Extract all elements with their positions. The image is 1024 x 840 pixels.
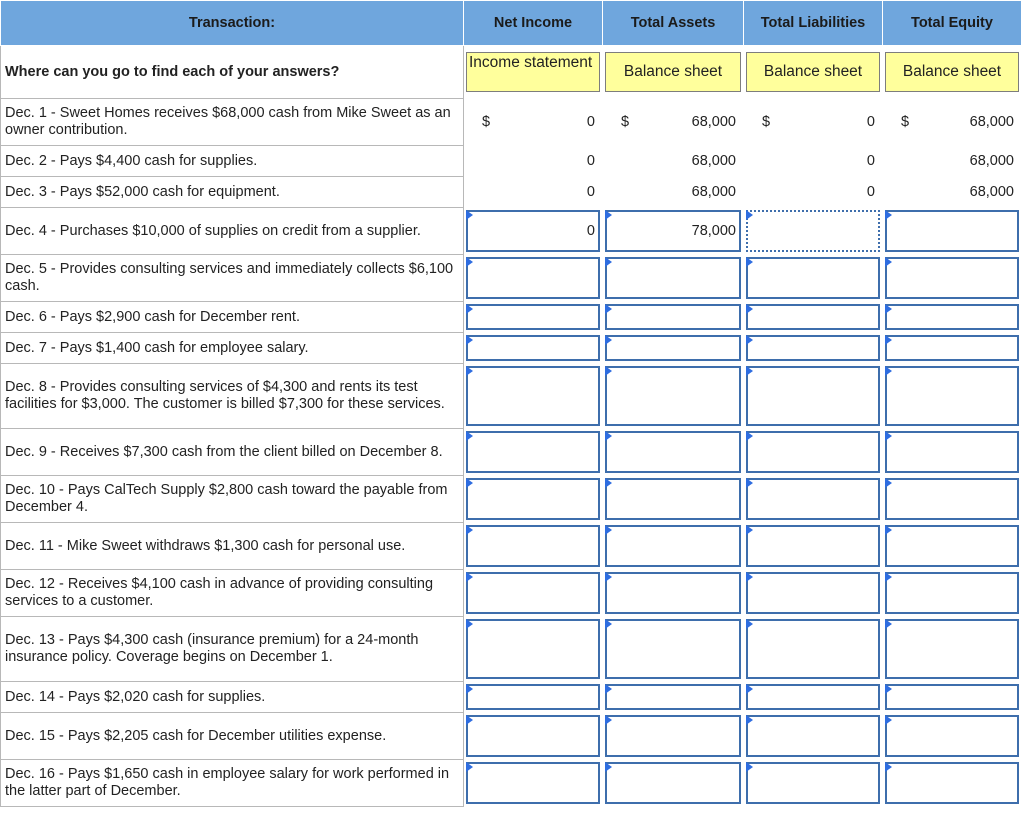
total-equity-input[interactable] [885, 335, 1019, 361]
total-equity-input [885, 179, 1019, 205]
currency-symbol: $ [621, 114, 630, 130]
total-assets-input[interactable] [605, 210, 741, 252]
transaction-label: Dec. 16 - Pays $1,650 cash in employee salary for work performed in the latter part of December. [1, 760, 464, 807]
total-liabilities-input[interactable] [746, 257, 880, 299]
total-assets-input [605, 148, 741, 174]
total-liabilities-input[interactable] [746, 572, 880, 614]
net-income-input[interactable] [466, 257, 600, 299]
total-equity-input[interactable] [885, 304, 1019, 330]
total-liabilities-value: 0 [866, 184, 875, 200]
total-assets-input[interactable] [605, 619, 741, 679]
total-equity-input[interactable] [885, 431, 1019, 473]
net-income-input[interactable] [466, 335, 600, 361]
total-liabilities-input[interactable] [746, 684, 880, 710]
header-total-liabilities: Total Liabilities [744, 1, 883, 46]
total-liabilities-input[interactable] [746, 619, 880, 679]
total-assets-value: 68,000 [691, 114, 736, 130]
total-equity-input[interactable] [885, 525, 1019, 567]
total-equity-value: 68,000 [969, 184, 1014, 200]
total-assets-input[interactable] [605, 257, 741, 299]
header-total-assets: Total Assets [603, 1, 744, 46]
net-income-value: 0 [586, 184, 595, 200]
net-income-input[interactable] [466, 431, 600, 473]
total-liabilities-input[interactable] [746, 525, 880, 567]
net-income-input [466, 148, 600, 174]
net-income-input[interactable] [466, 366, 600, 426]
table-row [1, 364, 1022, 429]
total-assets-value: 68,000 [691, 153, 736, 169]
net-income-input[interactable] [466, 304, 600, 330]
transaction-label: Dec. 10 - Pays CalTech Supply $2,800 cash toward the payable from December 4. [1, 476, 464, 523]
total-equity-input[interactable] [885, 210, 1019, 252]
net-income-input[interactable] [466, 715, 600, 757]
transaction-label: Dec. 4 - Purchases $10,000 of supplies on credit from a supplier. [1, 208, 464, 255]
total-equity-value: 68,000 [969, 153, 1014, 169]
transaction-label: Dec. 3 - Pays $52,000 cash for equipment. [1, 177, 464, 208]
total-assets-value: 68,000 [691, 184, 736, 200]
table-row [1, 429, 1022, 476]
header-transaction: Transaction: [1, 1, 464, 46]
total-liabilities-input [746, 179, 880, 205]
total-assets-input [605, 101, 741, 143]
header-net-income: Net Income [464, 1, 603, 46]
total-assets-input[interactable] [605, 525, 741, 567]
table-row [1, 713, 1022, 760]
total-liabilities-input[interactable] [746, 335, 880, 361]
total-assets-input[interactable] [605, 335, 741, 361]
currency-symbol: $ [762, 114, 771, 130]
total-assets-input[interactable] [605, 762, 741, 804]
transaction-label: Dec. 5 - Provides consulting services and immediately collects $6,100 cash. [1, 255, 464, 302]
total-equity-input[interactable] [885, 619, 1019, 679]
total-equity-input[interactable] [885, 572, 1019, 614]
table-row [1, 177, 1022, 208]
total-liabilities-input[interactable] [746, 478, 880, 520]
source-row [1, 46, 1022, 99]
header-row [1, 1, 1022, 46]
transaction-label: Dec. 13 - Pays $4,300 cash (insurance premium) for a 24-month insurance policy. Coverage begins on December 1. [1, 617, 464, 682]
currency-symbol: $ [901, 114, 910, 130]
transaction-label: Dec. 15 - Pays $2,205 cash for December utilities expense. [1, 713, 464, 760]
net-income-input[interactable] [466, 525, 600, 567]
total-liabilities-input[interactable] [746, 366, 880, 426]
total-liabilities-input[interactable] [746, 304, 880, 330]
net-income-input[interactable] [466, 572, 600, 614]
total-equity-input[interactable] [885, 257, 1019, 299]
transaction-label: Dec. 7 - Pays $1,400 cash for employee salary. [1, 333, 464, 364]
currency-symbol: $ [482, 114, 491, 130]
table-row [1, 302, 1022, 333]
transaction-label: Dec. 9 - Receives $7,300 cash from the client billed on December 8. [1, 429, 464, 476]
net-income-input[interactable] [466, 684, 600, 710]
table-row [1, 255, 1022, 302]
total-equity-input [885, 148, 1019, 174]
table-row [1, 682, 1022, 713]
total-equity-input[interactable] [885, 684, 1019, 710]
net-income-input [466, 179, 600, 205]
total-liabilities-input[interactable] [746, 210, 880, 252]
source-dropdown-total-liabilities[interactable]: Balance sheet [746, 52, 880, 92]
total-assets-input[interactable] [605, 715, 741, 757]
total-liabilities-input[interactable] [746, 431, 880, 473]
table-row [1, 99, 1022, 146]
table-row [1, 476, 1022, 523]
total-liabilities-input[interactable] [746, 715, 880, 757]
total-assets-input[interactable] [605, 431, 741, 473]
net-income-value: 0 [586, 223, 595, 239]
net-income-value: 0 [586, 153, 595, 169]
total-assets-input[interactable] [605, 684, 741, 710]
total-liabilities-value: 0 [866, 153, 875, 169]
net-income-input[interactable] [466, 210, 600, 252]
total-assets-input[interactable] [605, 478, 741, 520]
transaction-label: Dec. 1 - Sweet Homes receives $68,000 cash from Mike Sweet as an owner contribution. [1, 99, 464, 146]
transaction-label: Dec. 8 - Provides consulting services of $4,300 and rents its test facilities for $3,000. The customer is billed $7,300 for these services. [1, 364, 464, 429]
net-income-input [466, 101, 600, 143]
transaction-label: Dec. 12 - Receives $4,100 cash in advance of providing consulting services to a customer. [1, 570, 464, 617]
total-equity-input[interactable] [885, 478, 1019, 520]
total-equity-input[interactable] [885, 715, 1019, 757]
total-liabilities-input [746, 148, 880, 174]
total-equity-input[interactable] [885, 366, 1019, 426]
net-income-input[interactable] [466, 478, 600, 520]
total-assets-input[interactable] [605, 572, 741, 614]
net-income-value: 0 [586, 114, 595, 130]
total-assets-input[interactable] [605, 304, 741, 330]
source-dropdown-total-equity[interactable]: Balance sheet [885, 52, 1019, 92]
total-assets-input[interactable] [605, 366, 741, 426]
total-equity-input[interactable] [885, 762, 1019, 804]
total-assets-value: 78,000 [691, 223, 736, 239]
transaction-label: Dec. 6 - Pays $2,900 cash for December rent. [1, 302, 464, 333]
total-equity-value: 68,000 [969, 114, 1014, 130]
transaction-label: Dec. 14 - Pays $2,020 cash for supplies. [1, 682, 464, 713]
total-liabilities-input [746, 101, 880, 143]
table-row [1, 333, 1022, 364]
transaction-label: Dec. 11 - Mike Sweet withdraws $1,300 cash for personal use. [1, 523, 464, 570]
table-row [1, 523, 1022, 570]
net-income-input[interactable] [466, 619, 600, 679]
total-liabilities-input[interactable] [746, 762, 880, 804]
total-equity-input [885, 101, 1019, 143]
table-row [1, 146, 1022, 177]
source-dropdown-total-assets[interactable]: Balance sheet [605, 52, 741, 92]
table-row [1, 760, 1022, 807]
source-question: Where can you go to find each of your answers? [1, 46, 464, 99]
table-row [1, 570, 1022, 617]
table-row [1, 617, 1022, 682]
total-liabilities-value: 0 [866, 114, 875, 130]
total-assets-input [605, 179, 741, 205]
header-total-equity: Total Equity [883, 1, 1022, 46]
net-income-input[interactable] [466, 762, 600, 804]
table-row [1, 208, 1022, 255]
source-dropdown-net-income[interactable]: Income statement [466, 52, 600, 92]
transaction-label: Dec. 2 - Pays $4,400 cash for supplies. [1, 146, 464, 177]
